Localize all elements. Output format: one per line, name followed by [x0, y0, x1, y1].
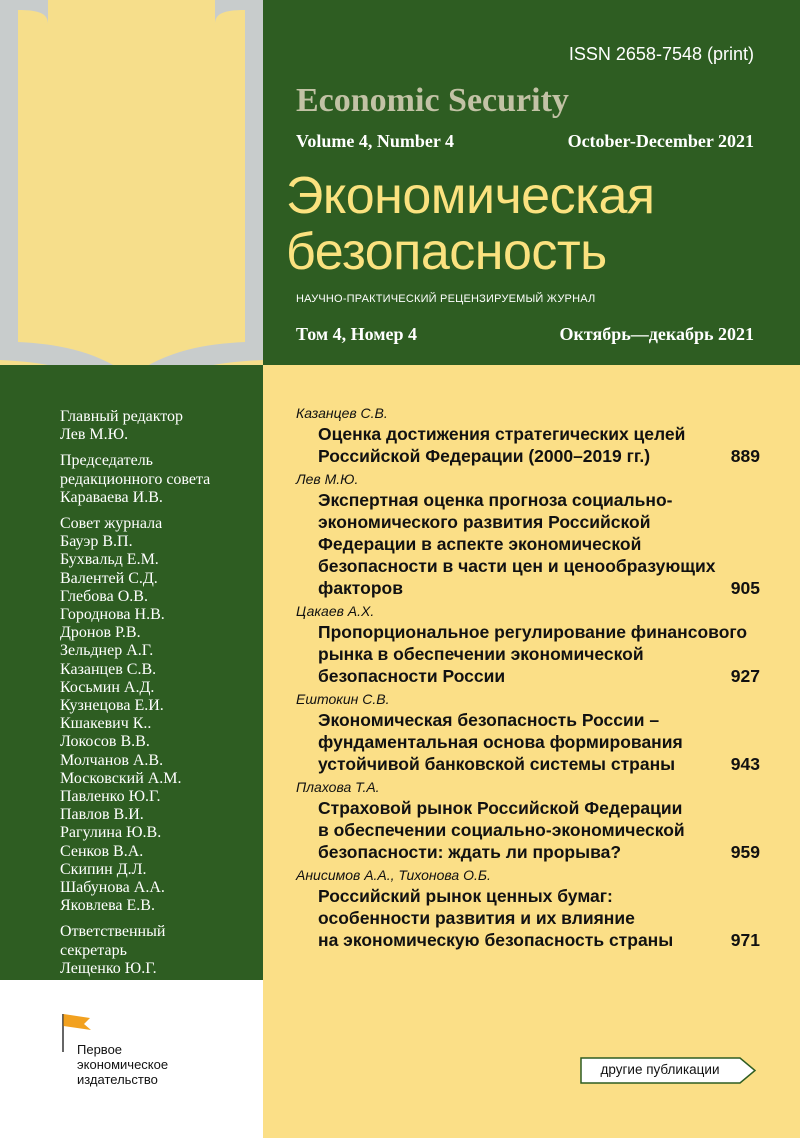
toc-author: Плахова Т.А. — [296, 779, 380, 795]
council-group — [60, 515, 260, 915]
toc-title-line: экономического развития Российской — [318, 512, 651, 532]
toc-title-line: факторов — [318, 578, 403, 598]
council-member: Московский А.М. — [60, 769, 182, 787]
toc-title-line: Экспертная оценка прогноза социально- — [318, 490, 673, 510]
journal-title-ru-line2: безопасность — [286, 223, 607, 281]
council-member: Скипин Д.Л. — [60, 860, 147, 878]
toc-title[interactable] — [318, 709, 716, 775]
council-member: Шабунова А.А. — [60, 879, 165, 897]
toc-entry[interactable] — [296, 404, 766, 467]
volume-en: Volume 4, Number 4 — [296, 131, 455, 151]
toc-title-line: безопасности в части цен и ценообразующих — [318, 556, 716, 576]
council-member: Казанцев С.В. — [60, 660, 157, 678]
council-member: Дронов Р.В. — [60, 624, 141, 642]
toc-title-line: безопасности России — [318, 666, 506, 686]
toc-title[interactable] — [318, 423, 716, 467]
council-member: Локосов В.В. — [60, 733, 150, 751]
chairman-name: Караваева И.В. — [60, 488, 163, 506]
secretary-label: секретарь — [60, 941, 127, 959]
toc-author: Лев М.Ю. — [296, 471, 359, 487]
toc-title[interactable] — [318, 489, 716, 599]
toc-page-number: 889 — [730, 446, 760, 466]
council-member: Рагулина Ю.В. — [60, 824, 162, 842]
toc-title-line: Оценка достижения стратегических целей — [318, 424, 686, 444]
journal-subtitle: НАУЧНО-ПРАКТИЧЕСКИЙ РЕЦЕНЗИРУЕМЫЙ ЖУРНАЛ — [296, 293, 596, 305]
toc-title-line: фундаментальная основа формирования — [318, 732, 683, 752]
table-of-contents — [296, 404, 766, 954]
council-label: Совет журнала — [60, 515, 163, 533]
council-member: Городнова Н.В. — [60, 606, 165, 624]
toc-title-line: Пропорциональное регулирование финансового — [318, 622, 748, 642]
toc-entry[interactable] — [296, 470, 766, 599]
toc-entry[interactable] — [296, 690, 766, 775]
journal-title-en: Economic Security — [296, 82, 569, 119]
toc-title-line: Российский рынок ценных бумаг: — [318, 886, 613, 906]
council-member: Бауэр В.П. — [60, 533, 133, 551]
toc-title-line: рынка в обеспечении экономической — [318, 644, 644, 664]
council-member: Молчанов А.В. — [60, 751, 164, 769]
chief-editor-name: Лев М.Ю. — [60, 426, 129, 444]
toc-title-line: в обеспечении социально-экономической — [318, 820, 685, 840]
date-en: October-December 2021 — [567, 131, 754, 151]
toc-page-number: 943 — [730, 754, 760, 774]
council-member: Кузнецова Е.И. — [60, 697, 164, 715]
publisher-line: экономическое — [77, 1057, 169, 1072]
council-member: Павленко Ю.Г. — [60, 788, 161, 806]
toc-page-number: 905 — [730, 578, 760, 598]
secretary-group — [60, 923, 260, 978]
toc-title-line: на экономическую безопасность страны — [318, 930, 674, 950]
toc-page-number: 927 — [730, 666, 760, 686]
council-member: Яковлева Е.В. — [60, 897, 155, 915]
toc-page-number: 971 — [730, 930, 760, 950]
publisher-name — [77, 1042, 168, 1087]
toc-entry[interactable] — [296, 602, 766, 687]
toc-author: Цакаев А.Х. — [296, 603, 375, 619]
chairman-label: Председатель — [60, 452, 153, 470]
council-member: Глебова О.В. — [60, 587, 148, 605]
toc-title-line: устойчивой банковской системы страны — [318, 754, 676, 774]
toc-title[interactable] — [318, 885, 716, 951]
toc-title-line: Федерации в аспекте экономической — [318, 534, 642, 554]
council-member: Кшакевич К.. — [60, 715, 152, 733]
council-member: Зельднер А.Г. — [60, 642, 154, 660]
secretary-label: Ответственный — [60, 923, 166, 941]
council-member: Косьмин А.Д. — [60, 678, 155, 696]
journal-title-ru-line1: Экономическая — [286, 167, 655, 225]
shield-emblem — [0, 0, 263, 400]
other-publications-label: другие публикации — [600, 1062, 720, 1077]
chief-editor-group — [60, 408, 260, 444]
toc-title-line: безопасности: ждать ли прорыва? — [318, 842, 622, 862]
other-publications-button[interactable] — [580, 1057, 756, 1084]
toc-author: Анисимов А.А., Тихонова О.Б. — [296, 867, 491, 883]
shield-panel — [0, 0, 263, 400]
issn: ISSN 2658-7548 (print) — [568, 44, 754, 64]
publisher-line: издательство — [77, 1072, 158, 1087]
council-member: Валентей С.Д. — [60, 569, 158, 587]
chairman-group — [60, 452, 260, 507]
toc-author: Ештокин С.В. — [296, 691, 390, 707]
editorial-board — [60, 408, 260, 986]
volume-ru: Том 4, Номер 4 — [296, 324, 418, 344]
journal-title-ru — [286, 168, 655, 280]
toc-entry[interactable] — [296, 866, 766, 951]
council-member: Павлов В.И. — [60, 806, 144, 824]
toc-title-line: Экономическая безопасность России – — [318, 710, 660, 730]
toc-title-line: особенности развития и их влияние — [318, 908, 635, 928]
chief-editor-label: Главный редактор — [60, 408, 184, 425]
chairman-label: редакционного совета — [60, 470, 211, 488]
council-member: Сенков В.А. — [60, 842, 144, 860]
toc-author: Казанцев С.В. — [296, 405, 388, 421]
toc-title-line: Российской Федерации (2000–2019 гг.) — [318, 446, 651, 466]
toc-entry[interactable] — [296, 778, 766, 863]
date-ru: Октябрь—декабрь 2021 — [559, 324, 754, 344]
toc-title-line: Страховой рынок Российской Федерации — [318, 798, 683, 818]
publisher-line: Первое — [77, 1042, 123, 1057]
toc-title[interactable] — [318, 797, 716, 863]
secretary-name: Лещенко Ю.Г. — [60, 959, 157, 977]
council-member: Бухвальд Е.М. — [60, 551, 159, 569]
toc-page-number: 959 — [730, 842, 760, 862]
